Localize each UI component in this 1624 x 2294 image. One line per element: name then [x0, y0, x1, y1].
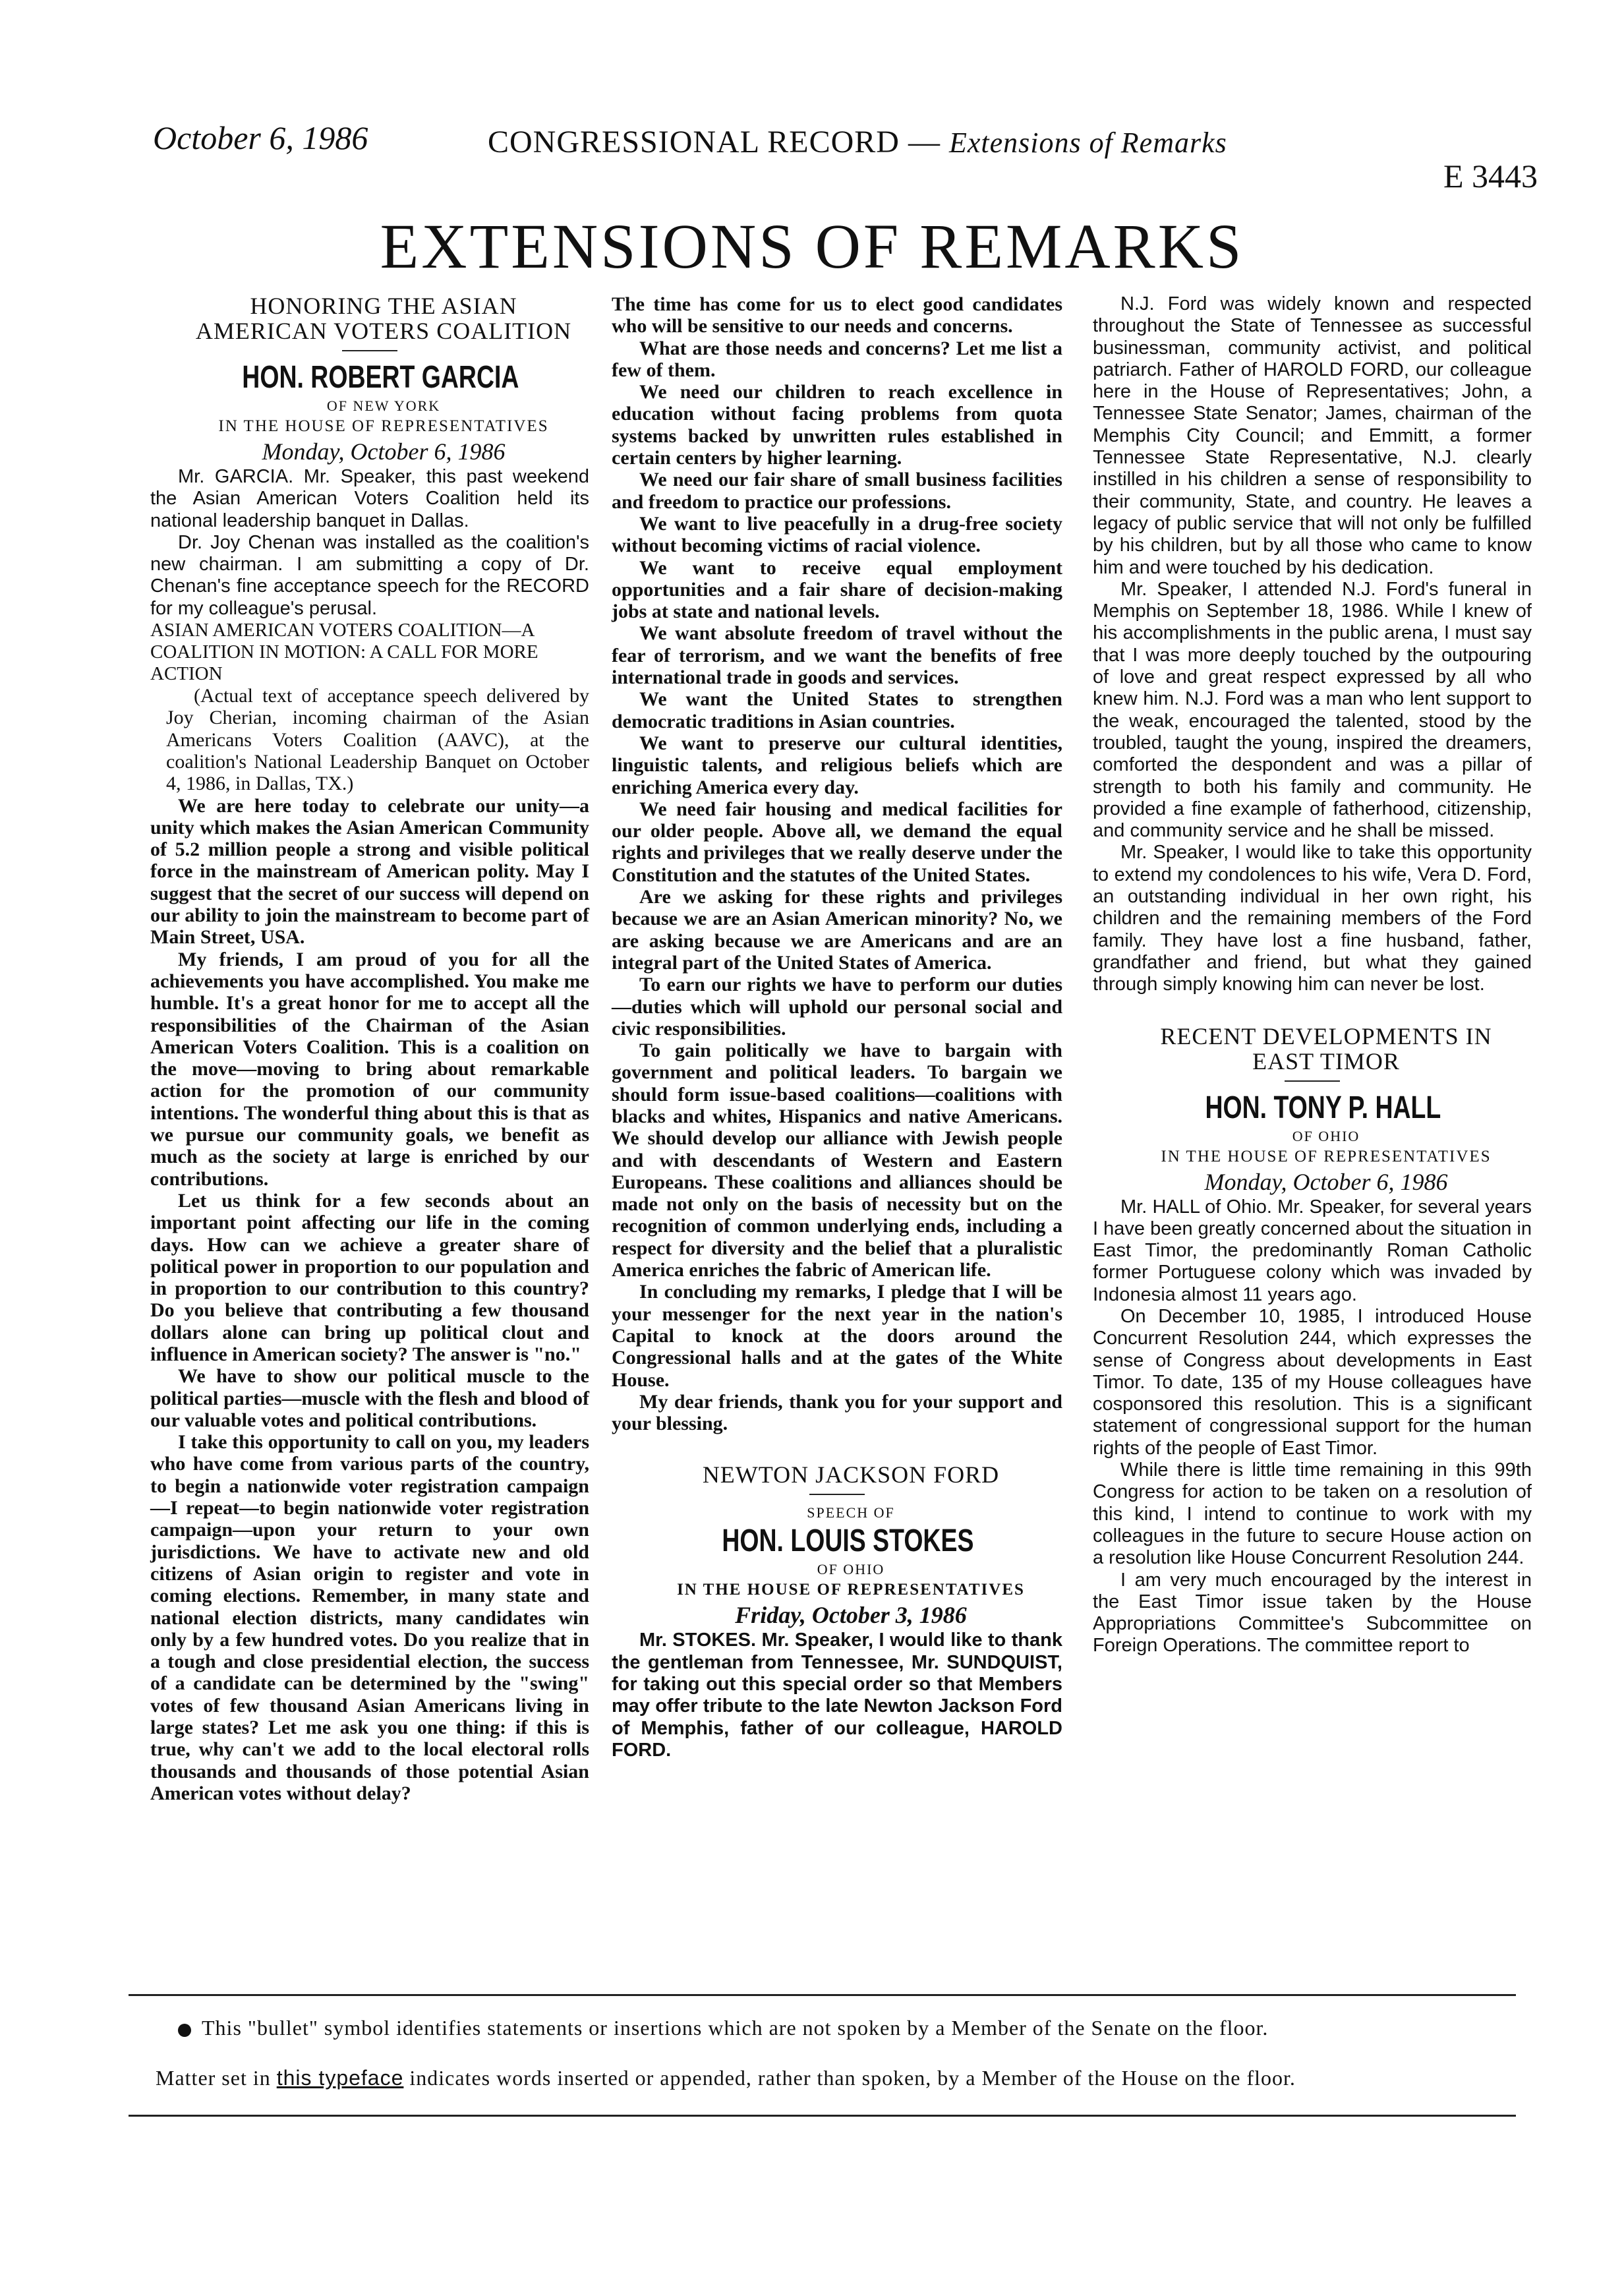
speaker-state: OF NEW YORK	[326, 397, 441, 414]
chamber-line: IN THE HOUSE OF REPRESENTATIVES	[218, 417, 549, 435]
session-date: Friday, October 3, 1986	[735, 1602, 967, 1629]
page-title: EXTENSIONS OF REMARKS	[380, 211, 1244, 281]
divider	[342, 350, 397, 351]
paragraph: To gain politically we have to bargain with government and political leaders. To bargain we should form issue-based coalitions—coalitions with blacks and whites, Hispanics and native Americans. We should develop our alliance with Jewish people and with descendants of Western and Eastern Europeans. These coalitions and alliances should be made not only on the basis of necessity but on the recognition of common underlying ends, including a respect for diversity and the belief that a pluralistic America enriches the fabric of American life.	[612, 1040, 1062, 1281]
section-name: Extensions of Remarks	[948, 127, 1227, 159]
chamber-line: IN THE HOUSE OF REPRESENTATIVES	[677, 1581, 1025, 1599]
speaker-name: HON. TONY P. HALL	[1205, 1090, 1441, 1125]
footer-line-1: This "bullet" symbol identifies statements or insertions which are not spoken by a Member of the Senate on the floor.	[202, 2016, 1269, 2040]
paragraph: We need our children to reach excellence in education without facing problems from quota systems backed by unwritten rules established in certain centers by higher learning.	[612, 381, 1062, 469]
paragraph: My dear friends, thank you for your support and your blessing.	[612, 1390, 1062, 1435]
paragraph: We want to live peacefully in a drug-free society without becoming victims of racial violence.	[612, 512, 1062, 557]
paragraph: While there is little time remaining in this 99th Congress for action to be taken on a resolution of this kind, I intend to continue to work with my colleagues in the future to secure House action on a resolution like House Concurrent Resolution 244.	[1093, 1459, 1532, 1569]
article-heading: HONORING THE ASIAN	[250, 293, 517, 319]
paragraph: On December 10, 1985, I introduced House Concurrent Resolution 244, which expresses the sense of Congress about developments in East Timor. To date, 135 of my House colleagues have cosponsored this resolution. This is a significant statement of congressional support for the human rights of the people of East Timor.	[1093, 1305, 1532, 1459]
paragraph: Mr. Speaker, I attended N.J. Ford's funeral in Memphis on September 18, 1986. While I knew of his accomplishments in the public arena, I must say that I was more deeply touched by the outpouring of love and great respect expressed by all who knew him. N.J. Ford was a man who lent support to the weak, encouraged the talented, stood by the troubled, taught the young, inspired the dreamers, comforted the despondent and was a pillar of strength to both his family and community. He provided a fine example of fatherhood, citizenship, and community service and he shall be missed.	[1093, 578, 1532, 842]
paragraph: I take this opportunity to call on you, my leaders who have come from various parts of the country, to begin a nationwide voter registration campaign—I repeat—to begin nationwide voter registration campaign—upon your return to your own jurisdictions. We have to activate new and old citizens of Asian origin to register and vote in coming elections. Remember, in many state and national election districts, many candidates win only by a few hundred votes. Do you realize that in a tough and close presidential election, the success of a candidate can be determined by the "swing" votes of few thousand Asian Americans living in large states? Let me ask you one thing: if this is true, why can't we add to the local electoral rolls thousands and thousands of those potential Asian American votes without delay?	[150, 1431, 589, 1804]
divider	[809, 1494, 865, 1495]
divider	[1285, 1080, 1340, 1082]
session-date: Monday, October 6, 1986	[262, 438, 506, 465]
paragraph: We are here today to celebrate our unity—a unity which makes the Asian American Community of 5.2 million people a strong and visible political force in the mainstream of American polity. May I suggest that the secret of our success will depend on our ability to join the mainstream to become part of Main Street, USA.	[150, 794, 589, 949]
paragraph: My friends, I am proud of you for all the achievements you have accomplished. You make me humble. It's a great honor for me to accept all the responsibilities of the Chairman of the Asian American Voters Coalition. This is a coalition on the move—moving to bring about remarkable action for the promotion of our community intentions. The wonderful thing about this is that as we pursue our community goals, we benefit as much as the society at large is enriched by our contributions.	[150, 948, 589, 1190]
footer-line-2a: Matter set in	[156, 2066, 271, 2090]
article-heading: AMERICAN VOTERS COALITION	[195, 318, 572, 344]
article-heading: RECENT DEVELOPMENTS IN	[1160, 1022, 1492, 1049]
speech-title: ASIAN AMERICAN VOTERS COALITION—A COALITION IN MOTION: A CALL FOR MORE ACTION	[150, 620, 538, 685]
paragraph: What are those needs and concerns? Let me list a few of them.	[612, 337, 1062, 381]
header-date: October 6, 1986	[153, 119, 368, 156]
footer-rule-bottom	[129, 2115, 1516, 2117]
publication-name: CONGRESSIONAL RECORD —	[488, 125, 941, 160]
speaker-state: OF OHIO	[1292, 1127, 1360, 1144]
typeface-sample: this typeface	[276, 2066, 404, 2090]
header-publication	[488, 124, 1227, 160]
speaker-state: OF OHIO	[817, 1561, 885, 1578]
speech-of-label: SPEECH OF	[807, 1504, 895, 1521]
paragraph: N.J. Ford was widely known and respected throughout the State of Tennessee as successful businessman, community activist, and political patriarch. Father of HAROLD FORD, our colleague here in the House of Representatives; John, a Tennessee State Senator; James, chairman of the Memphis City Council; and Emmitt, a former Tennessee State Representative, N.J. clearly instilled in his children a sense of responsibility to their community, State, and country. He leaves a legacy of public service that will not only be fulfilled by his children, but by all those who came to know him and were touched by his dedication.	[1093, 293, 1532, 578]
chamber-line: IN THE HOUSE OF REPRESENTATIVES	[1161, 1147, 1492, 1165]
paragraph: Mr. HALL of Ohio. Mr. Speaker, for several years I have been greatly concerned about the situation in East Timor, the predominantly Roman Catholic former Portuguese colony which was invaded by Indonesia almost 11 years ago.	[1093, 1196, 1532, 1305]
paragraph: Are we asking for these rights and privileges because we are an Asian American minority? No, we are asking because we are Americans and are an integral part of the United States of America.	[612, 886, 1062, 974]
speaker-name: HON. LOUIS STOKES	[722, 1523, 974, 1559]
paragraph: In concluding my remarks, I pledge that I will be your messenger for the next year in the nation's Capital to knock at the doors around the Congressional halls and at the gates of the White House.	[612, 1281, 1062, 1391]
paragraph: We need our fair share of small business facilities and freedom to practice our professions.	[612, 469, 1062, 513]
footer-line-2c: indicates words inserted or appended, rather than spoken, by a Member of the House on the floor.	[409, 2066, 1296, 2090]
speaker-name: HON. ROBERT GARCIA	[242, 360, 519, 395]
column-3	[1093, 293, 1532, 1657]
paragraph: We want to receive equal employment opportunities and a fair share of decision-making jobs at state and national levels.	[612, 556, 1062, 623]
page-number: E 3443	[1443, 158, 1538, 194]
paragraph: Let us think for a few seconds about an important point affecting our life in the coming days. How can we achieve a greater share of political power in proportion to our population and in proportion to our contribution to this country? Do you believe that contributing a few thousand dollars alone can bring up political clout and influence in American society? The answer is "no."	[150, 1189, 589, 1365]
paragraph: Mr. STOKES. Mr. Speaker, I would like to thank the gentleman from Tennessee, Mr. SUNDQUIST, for taking out this special order so that Members may offer tribute to the late Newton Jackson Ford of Memphis, father of our colleague, HAROLD FORD.	[612, 1630, 1062, 1761]
article-heading: EAST TIMOR	[1252, 1047, 1400, 1074]
paragraph: We have to show our political muscle to the political parties—muscle with the flesh and blood of our valuable votes and political contributions.	[150, 1365, 589, 1431]
column-2	[612, 293, 1062, 1761]
paragraph: We want the United States to strengthen democratic traditions in Asian countries.	[612, 688, 1062, 732]
footer-bullet-note	[178, 2016, 1268, 2040]
paragraph: To earn our rights we have to perform our duties—duties which will uphold our personal social and civic responsibilities.	[612, 974, 1062, 1040]
speech-intro: (Actual text of acceptance speech delivered by Joy Cherian, incoming chairman of the Asian Americans Voters Coalition (AAVC), at the coalition's National Leadership Banquet on October 4, 1986, in Dallas, TX.)	[166, 685, 589, 795]
paragraph: We want absolute freedom of travel without the fear of terrorism, and we want the benefits of free international trade in goods and services.	[612, 622, 1062, 689]
paragraph: We want to preserve our cultural identities, linguistic talents, and religious beliefs which are enriching America every day.	[612, 732, 1062, 798]
paragraph: Mr. GARCIA. Mr. Speaker, this past weekend the Asian American Voters Coalition held its national leadership banquet in Dallas.	[150, 466, 589, 531]
article-heading: NEWTON JACKSON FORD	[702, 1461, 1000, 1488]
paragraph: Dr. Joy Chenan was installed as the coalition's new chairman. I am submitting a copy of Dr. Chenan's fine acceptance speech for the RECORD for my colleague's perusal.	[150, 531, 589, 619]
paragraph: We need fair housing and medical facilities for our older people. Above all, we demand the equal rights and privileges that we really deserve under the Constitution and the statutes of the United States.	[612, 798, 1062, 886]
column-1	[150, 293, 589, 1804]
bullet-icon	[178, 2024, 191, 2037]
footer-typeface-note	[156, 2066, 1296, 2090]
paragraph: The time has come for us to elect good candidates who will be sensitive to our needs and concerns.	[612, 293, 1062, 338]
paragraph: I am very much encouraged by the interest in the East Timor issue taken by the House Appropriations Committee's Subcommittee on Foreign Operations. The committee report to	[1093, 1569, 1532, 1657]
footer-rule-top	[129, 1994, 1516, 1996]
session-date: Monday, October 6, 1986	[1204, 1168, 1448, 1195]
paragraph: Mr. Speaker, I would like to take this opportunity to extend my condolences to his wife, Vera D. Ford, an outstanding individual in her own right, his children and the remaining members of the Ford family. They have lost a fine husband, father, grandfather and friend, but what they gained through simply knowing him can never be lost.	[1093, 842, 1532, 995]
